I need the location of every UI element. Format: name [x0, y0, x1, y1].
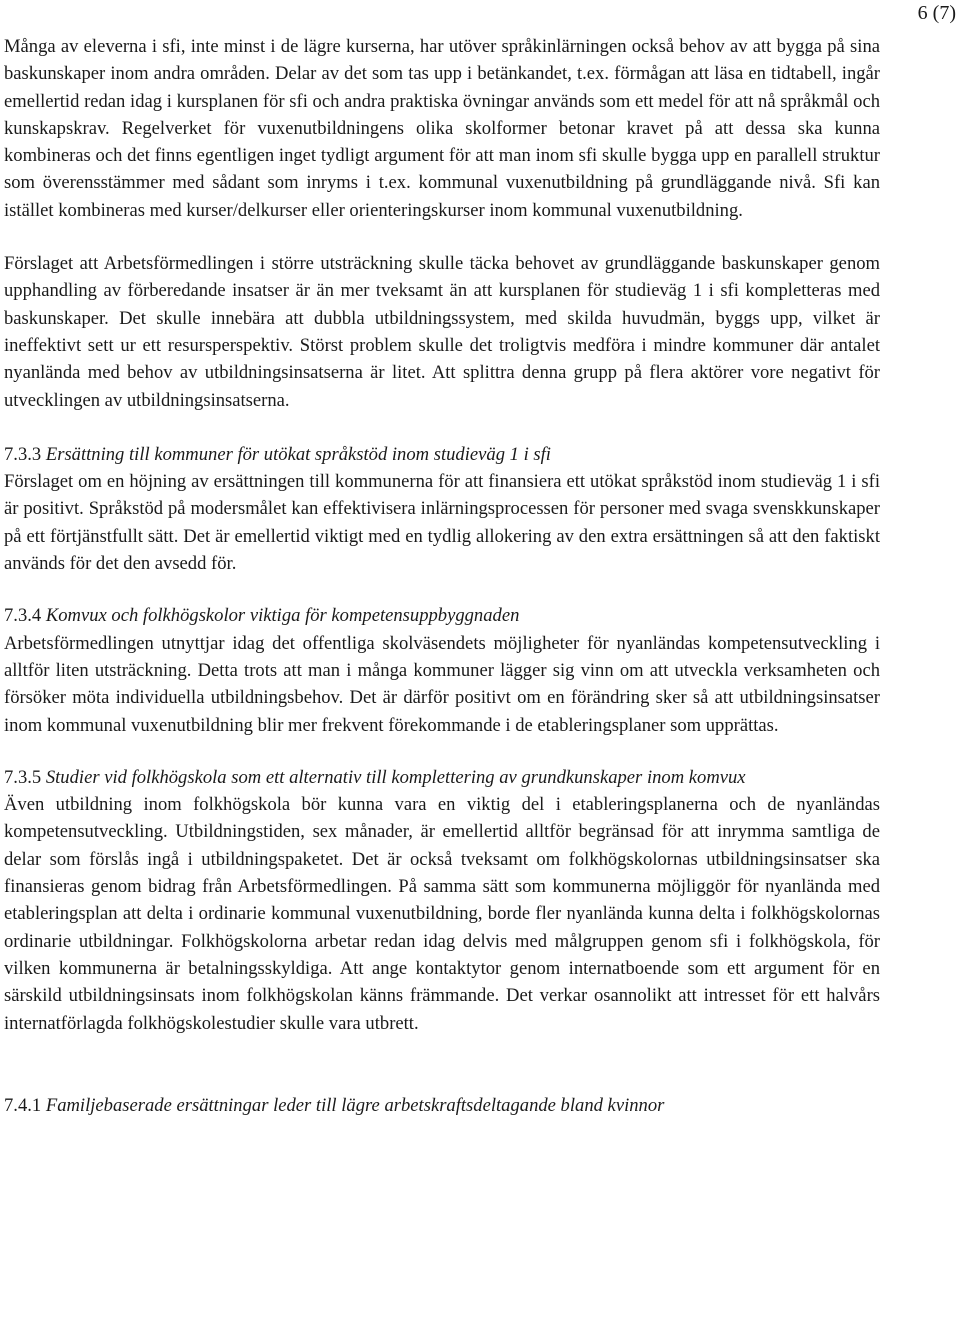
section-body: Förslaget om en höjning av ersättningen till kommunerna för att finansiera ett utökat språkstöd inom studieväg 1 i sfi är positivt. Språkstöd på modersmålet kan effektivisera inlärningsprocessen för personer med svaga svenskkunskaper på ett förtjänstfullt sätt. Det är emellertid viktigt med en tydlig allokering av den extra ersättningen så att den faktiskt används för det den avsedd för.: [4, 471, 880, 575]
section-body: Även utbildning inom folkhögskola bör kunna vara en viktig del i etableringsplanerna och de nyanländas kompetensutveckling. Utbildningstiden, sex månader, är emellertid alltför begränsad för att inrymma samtliga de delar som förslås ingå i utbildningspaketet. Det är också tveksamt om folkhögskolornas utbildningsinsatser ska finansieras genom bidrag från Arbetsförmedlingen. På samma sätt som kommunerna möjliggör för nyanlända med etableringsplan att delta i ordinarie kommunal vuxenutbildning, borde fler nyanlända kunna delta i folkhögskolornas ordinarie utbildningar. Folkhögskolorna arbetar redan idag delvis med målgruppen genom sfi i folkhögskola, för vilken kommunerna är betalningsskyldiga. Att ange kontaktytor genom internatboende som ett argument för en särskild utbildningsinsats inom folkhögskolan känns främmande. Det verkar osannolikt att intresset för ett halvårs internatförlagda folkhögskolestudier skulle vara utbrett.: [4, 794, 880, 1034]
page-number: 6 (7): [917, 2, 956, 24]
document-body: [4, 33, 880, 1144]
section-7-3-3: [4, 441, 880, 577]
section-7-4-1: [4, 1092, 880, 1119]
section-title: Familjebaserade ersättningar leder till lägre arbetskraftsdeltagande bland kvinnor: [45, 1094, 665, 1116]
section-number: 7.3.4: [4, 605, 42, 627]
paragraph: Många av eleverna i sfi, inte minst i de lägre kurserna, har utöver språkinlärningen också behov av att bygga på sina baskunskaper inom andra områden. Delar av det som tas upp i betänkandet, t.ex. förmågan att läsa en tidtabell, ingår emellertid redan idag i kursplanen för sfi och andra praktiska övningar används som ett medel för att nå språkmål och kunskapskrav. Regelverket för vuxenutbildningens olika skolformer betonar kravet på att dessa ska kunna kombineras och det finns egentligen inget tydligt argument för att man inom sfi skulle bygga upp en parallell struktur som överensstämmer med sådant som inryms i t.ex. kommunal vuxenutbildning på grundläggande nivå. Sfi kan istället kombineras med kurser/delkurser eller orienteringskurser inom kommunal vuxenutbildning.: [4, 36, 880, 221]
section-title: Komvux och folkhögskolor viktiga för kompetensuppbyggnaden: [45, 605, 520, 627]
section-heading: [4, 1092, 880, 1119]
section-number: 7.3.5: [4, 766, 42, 788]
section-7-3-4: [4, 602, 880, 738]
section-number: 7.4.1: [4, 1094, 42, 1116]
section-heading: [4, 441, 880, 468]
section-7-3-5: [4, 764, 880, 1037]
section-heading: [4, 764, 880, 791]
section-heading: [4, 602, 880, 629]
paragraph: Förslaget att Arbetsförmedlingen i större utsträckning skulle täcka behovet av grundläggande baskunskaper genom upphandling av förberedande insatser är än mer tveksamt än att kursplanen för studieväg 1 i sfi kompletteras med baskunskaper. Det skulle innebära att dubbla utbildningssystem, med skilda huvudmän, byggs upp, vilket är ineffektivt sett ur ett resursperspektiv. Störst problem skulle det troligtvis medföra i mindre kommuner där antalet nyanlända med behov av utbildningsinsatserna är litet. Att splittra denna grupp på flera aktörer vore negativt för utvecklingen av utbildningsinsatserna.: [4, 253, 880, 411]
section-title: Ersättning till kommuner för utökat språkstöd inom studieväg 1 i sfi: [45, 443, 551, 465]
section-number: 7.3.3: [4, 443, 42, 465]
section-body: Arbetsförmedlingen utnyttjar idag det offentliga skolväsendets möjligheter för nyanländas kompetensutveckling i alltför liten utsträckning. Detta trots att man i många kommuner lägger sig vinn om att utveckla verksamheten och försöker möta individuella utbildningsbehov. Det är därför positivt om en förändring sker så att utbildningsinsatser inom kommunal vuxenutbildning blir mer frekvent förekommande i de etableringsplaner som upprättas.: [4, 632, 880, 736]
section-title: Studier vid folkhögskola som ett alternativ till komplettering av grundkunskaper inom komvux: [45, 766, 746, 788]
